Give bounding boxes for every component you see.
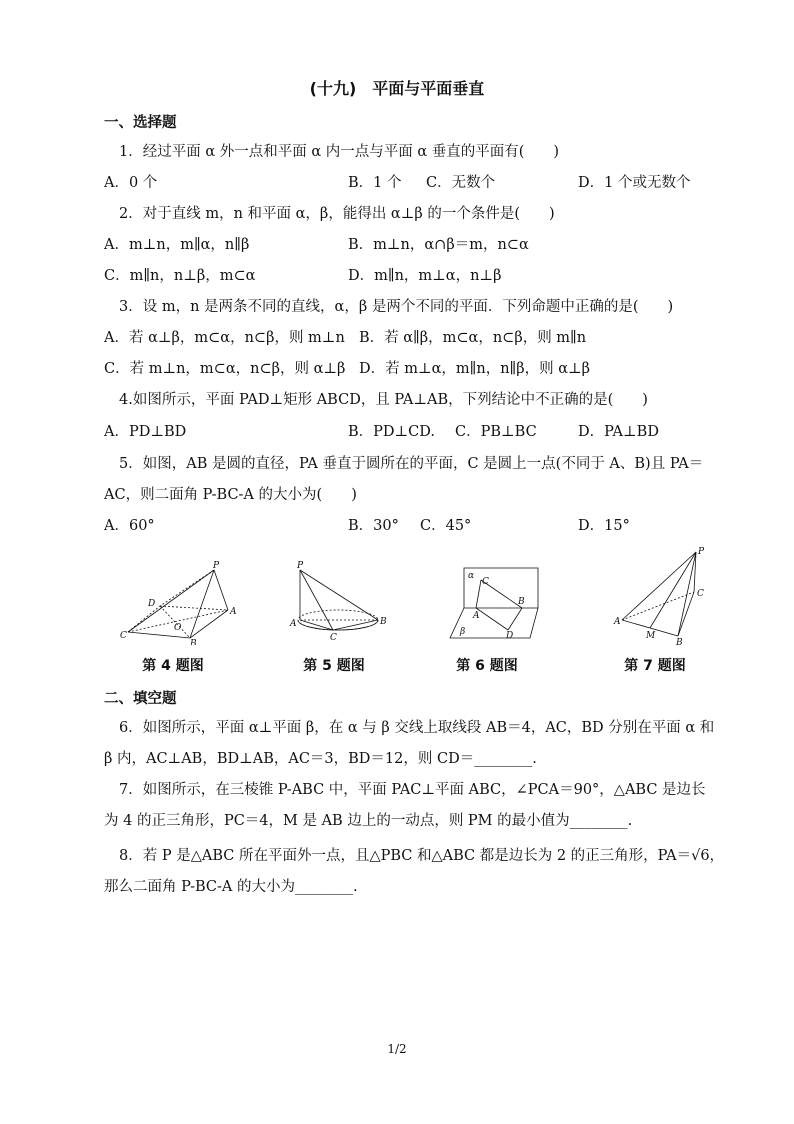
figure-7-caption: 第 7 题图	[624, 658, 686, 674]
figure-4-label-b: B	[190, 639, 197, 645]
question-6-line2: β 内，AC⊥AB，BD⊥AB，AC＝3，BD＝12，则 CD＝________.	[104, 751, 537, 767]
figure-7-label-c: C	[697, 589, 704, 599]
question-1-option-c: C．无数个	[426, 175, 496, 191]
figure-6-label-d: D	[506, 631, 514, 641]
question-3-option-a: A．若 α⊥β，m⊂α，n⊂β，则 m⊥n	[104, 330, 345, 346]
question-5-option-b: B．30°	[348, 518, 399, 534]
page-title: (十九) 平面与平面垂直	[309, 79, 485, 98]
figure-5-label-p: P	[297, 561, 304, 571]
question-1-option-a: A．0 个	[104, 175, 158, 191]
question-6-line1: 6．如图所示，平面 α⊥平面 β，在 α 与 β 交线上取线段 AB＝4，AC，BD 分别在平面 α 和	[119, 720, 715, 736]
question-5-option-d: D．15°	[578, 518, 630, 534]
question-4-option-c: C．PB⊥BC	[455, 424, 537, 440]
question-7-line1: 7．如图所示，在三棱锥 P-ABC 中，平面 PAC⊥平面 ABC，∠PCA＝90°，△ABC 是边长	[119, 782, 706, 798]
figure-4-label-c: C	[120, 631, 127, 641]
question-5-option-a: A．60°	[104, 518, 155, 534]
figure-6-caption: 第 6 题图	[456, 658, 518, 674]
question-5-option-c: C．45°	[420, 518, 472, 534]
question-2-option-d: D．m∥n，m⊥α，n⊥β	[348, 268, 502, 284]
figure-7-label-a: A	[614, 617, 621, 627]
question-2-option-c: C．m∥n，n⊥β，m⊂α	[104, 268, 256, 284]
figure-5-caption: 第 5 题图	[303, 658, 365, 674]
figure-5-label-a: A	[290, 619, 297, 629]
figure-7-triangular-pyramid	[610, 546, 710, 646]
figure-6-label-beta: β	[460, 627, 466, 637]
question-4-stem: 4.如图所示，平面 PAD⊥矩形 ABCD，且 PA⊥AB，下列结论中不正确的是( )	[119, 392, 648, 408]
question-2-stem: 2．对于直线 m，n 和平面 α，β，能得出 α⊥β 的一个条件是( )	[119, 206, 555, 222]
question-4-option-b: B．PD⊥CD.	[348, 424, 435, 440]
figure-4-label-p: P	[213, 561, 220, 571]
figure-4-label-a: A	[230, 607, 237, 617]
question-3-option-c: C．若 m⊥n，m⊂α，n⊂β，则 α⊥β	[104, 361, 346, 377]
figure-5-label-b: B	[380, 617, 387, 627]
question-3-option-d: D．若 m⊥α，m∥n，n∥β，则 α⊥β	[359, 361, 591, 377]
question-8-line2: 那么二面角 P-BC-A 的大小为________.	[104, 879, 358, 895]
question-4-option-d: D．PA⊥BD	[578, 424, 659, 440]
page-number: 1/2	[387, 1042, 407, 1056]
figure-4-label-d: D	[148, 599, 156, 609]
figure-7-label-b: B	[676, 638, 683, 646]
figure-4-caption: 第 4 题图	[142, 658, 204, 674]
figure-5-cone	[288, 560, 388, 645]
figure-4-pyramid	[118, 560, 238, 645]
figure-6-label-c: C	[482, 577, 489, 587]
question-1-option-b: B．1 个	[348, 175, 402, 191]
question-5-stem-line2: AC，则二面角 P-BC-A 的大小为( )	[104, 487, 357, 503]
section-heading-choice: 一、选择题	[104, 115, 177, 131]
figure-6-label-b: B	[518, 597, 525, 607]
question-4-option-a: A．PD⊥BD	[104, 424, 187, 440]
question-1-stem: 1．经过平面 α 外一点和平面 α 内一点与平面 α 垂直的平面有( )	[119, 144, 560, 160]
figure-6-planes	[446, 562, 546, 644]
figure-7-label-p: P	[698, 547, 705, 557]
figure-5-label-c: C	[330, 633, 337, 643]
section-heading-fill-blank: 二、填空题	[104, 691, 177, 707]
question-3-option-b: B．若 α∥β，m⊂α，n⊂β，则 m∥n	[359, 330, 587, 346]
question-2-option-b: B．m⊥n，α∩β＝m，n⊂α	[348, 237, 529, 253]
question-1-option-d: D．1 个或无数个	[578, 175, 691, 191]
figure-7-label-m: M	[646, 631, 656, 641]
figure-6-label-a: A	[473, 611, 480, 621]
question-2-option-a: A．m⊥n，m∥α，n∥β	[104, 237, 250, 253]
question-5-stem-line1: 5．如图，AB 是圆的直径，PA 垂直于圆所在的平面，C 是圆上一点(不同于 A、B)且 PA＝	[119, 456, 704, 472]
figure-4-label-o: O	[174, 623, 182, 633]
question-3-stem: 3．设 m，n 是两条不同的直线，α，β 是两个不同的平面．下列命题中正确的是( )	[119, 299, 674, 315]
question-8-line1: 8．若 P 是△ABC 所在平面外一点，且△PBC 和△ABC 都是边长为 2 的正三角形，PA＝√6，	[119, 848, 725, 864]
figure-6-label-alpha: α	[468, 571, 475, 581]
question-7-line2: 为 4 的正三角形，PC＝4，M 是 AB 边上的一动点，则 PM 的最小值为________.	[104, 813, 633, 829]
